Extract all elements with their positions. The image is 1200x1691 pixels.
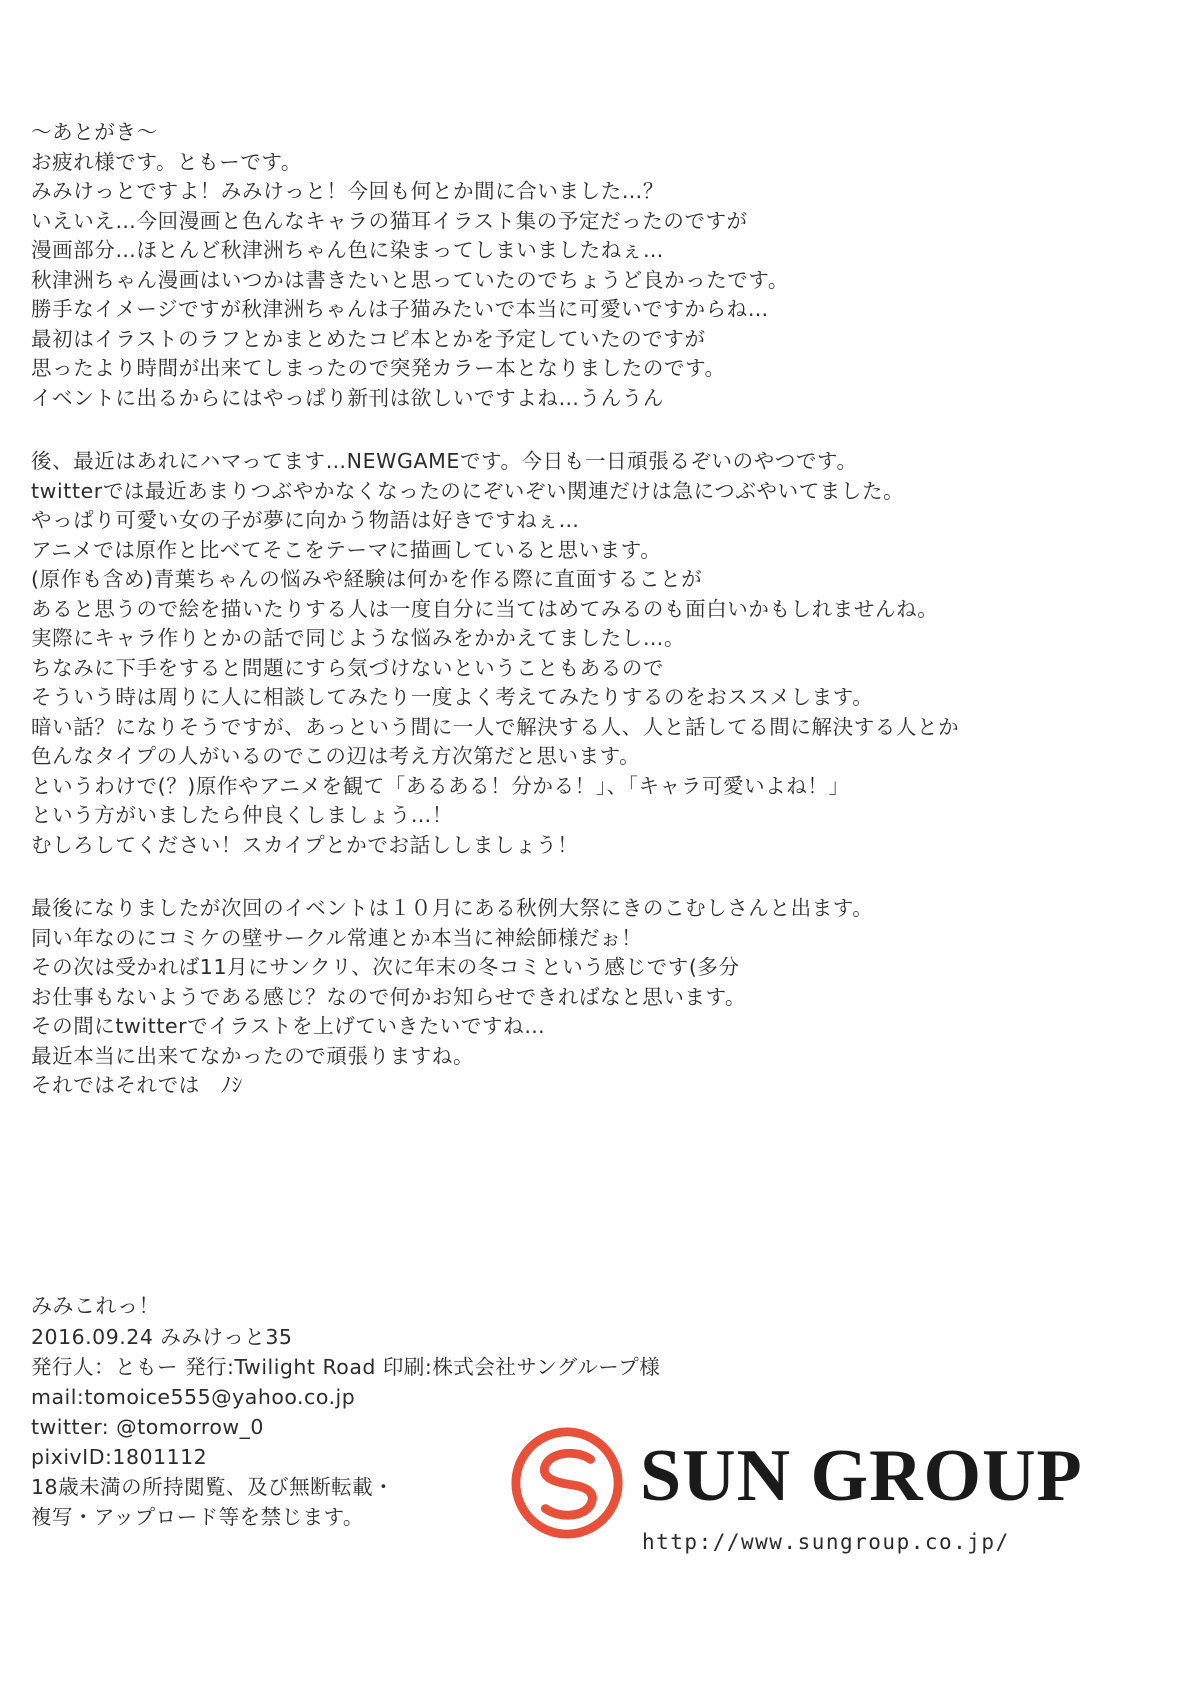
afterword-line: (原作も含め)青葉ちゃんの悩みや経験は何かを作る際に直面することが [31, 567, 703, 591]
colophon-date-event: 2016.09.24 みみけっと35 [31, 1325, 293, 1349]
colophon-pixiv-id: pixivID:1801112 [31, 1445, 208, 1469]
colophon-mail: mail:tomoice555@yahoo.co.jp [31, 1385, 356, 1409]
afterword-line: という方がいましたら仲良くしましょう…！ [31, 803, 453, 827]
afterword-line: みみけっとですよ！みみけっと！今回も何とか間に合いました…？ [31, 179, 664, 203]
afterword-paragraph-2 [31, 447, 1091, 860]
afterword-line: 秋津洲ちゃん漫画はいつかは書きたいと思っていたのでちょうど良かったです。 [31, 267, 789, 292]
colophon-notice-line-1: 18歳未満の所持閲覧、及び無断転載・ [31, 1475, 395, 1499]
afterword-line: それではそれでは ﾉｼ [31, 1073, 243, 1097]
colophon-publisher: 発行人：ともー 発行:Twilight Road 印刷:株式会社サングループ様 [31, 1355, 661, 1379]
afterword-line: というわけで(？)原作やアニメを観て「あるある！分かる！」、「キャラ可愛いよね！」 [31, 773, 850, 798]
sungroup-mark-icon [508, 1424, 626, 1542]
sungroup-url: http://www.sungroup.co.jp/ [642, 1530, 1010, 1554]
afterword-line: 最後になりましたが次回のイベントは１０月にある秋例大祭にきのこむしさんと出ます。 [31, 896, 874, 920]
afterword-line: あると思うので絵を描いたりする人は一度自分に当てはめてみるのも面白いかもしれませんね。 [31, 596, 939, 621]
afterword-paragraph-1 [31, 118, 1091, 413]
afterword-line: 色んなタイプの人がいるのでこの辺は考え方次第だと思います。 [31, 744, 641, 768]
afterword-line: 実際にキャラ作りとかの話で同じような悩みをかかえてましたし…。 [31, 626, 686, 650]
afterword-line: イベントに出るからにはやっぱり新刊は欲しいですよね…うんうん [31, 385, 664, 410]
afterword-line: その次は受かれば11月にサンクリ、次に年末の冬コミという感じです(多分 [31, 955, 740, 979]
afterword-line: 思ったより時間が出来てしまったので突発カラー本となりましたのです。 [31, 356, 726, 380]
afterword-line: やっぱり可愛い女の子が夢に向かう物語は好きですねぇ… [31, 508, 580, 532]
afterword-paragraph-3 [31, 894, 1091, 1101]
afterword-line: 後、最近はあれにハマってます…NEWGAMEです。今日も一日頑張るぞいのやつです。 [31, 449, 858, 473]
colophon-notice-line-2: 複写・アップロード等を禁じます。 [31, 1505, 364, 1529]
afterword-line: twitterでは最近あまりつぶやかなくなったのにぞいぞい関連だけは急につぶやいてました。 [31, 478, 905, 503]
sungroup-logo [508, 1418, 1178, 1568]
sungroup-wordmark: SUN GROUP [640, 1435, 1083, 1517]
afterword-section [31, 118, 1091, 1101]
afterword-line: 漫画部分…ほとんど秋津洲ちゃん色に染まってしまいましたねぇ… [31, 238, 664, 262]
colophon-title: みみこれっ！ [31, 1294, 160, 1318]
afterword-line: ちなみに下手をすると問題にすら気づけないということもあるので [31, 655, 664, 680]
afterword-line: ～あとがき～ [31, 120, 158, 144]
afterword-line: そういう時は周りに人に相談してみたり一度よく考えてみたりするのをおススメします。 [31, 685, 874, 709]
afterword-line: アニメでは原作と比べてそこをテーマに描画していると思います。 [31, 537, 662, 562]
colophon-section [31, 1290, 661, 1532]
afterword-line: 暗い話？になりそうですが、あっという間に一人で解決する人、人と話してる間に解決する人とか [31, 714, 960, 739]
afterword-line: 勝手なイメージですが秋津洲ちゃんは子猫みたいで本当に可愛いですからね… [31, 297, 769, 321]
afterword-line: その間にtwitterでイラストを上げていきたいですね… [31, 1014, 546, 1038]
afterword-line: むしろしてください！スカイプとかでお話ししましょう！ [31, 832, 579, 857]
afterword-line: いえいえ…今回漫画と色んなキャラの猫耳イラスト集の予定だったのですが [31, 208, 748, 233]
colophon-twitter: twitter: @tomorrow_0 [31, 1415, 264, 1439]
afterword-line: 最近本当に出来てなかったので頑張りますね。 [31, 1043, 475, 1068]
afterword-line: お仕事もないようである感じ？なので何かお知らせできればなと思います。 [31, 984, 747, 1009]
afterword-line: お疲れ様です。ともーです。 [31, 149, 303, 174]
afterword-line: 同い年なのにコミケの壁サークル常連とか本当に神絵師様だぉ！ [31, 925, 643, 950]
afterword-line: 最初はイラストのラフとかまとめたコピ本とかを予定していたのですが [31, 326, 706, 351]
